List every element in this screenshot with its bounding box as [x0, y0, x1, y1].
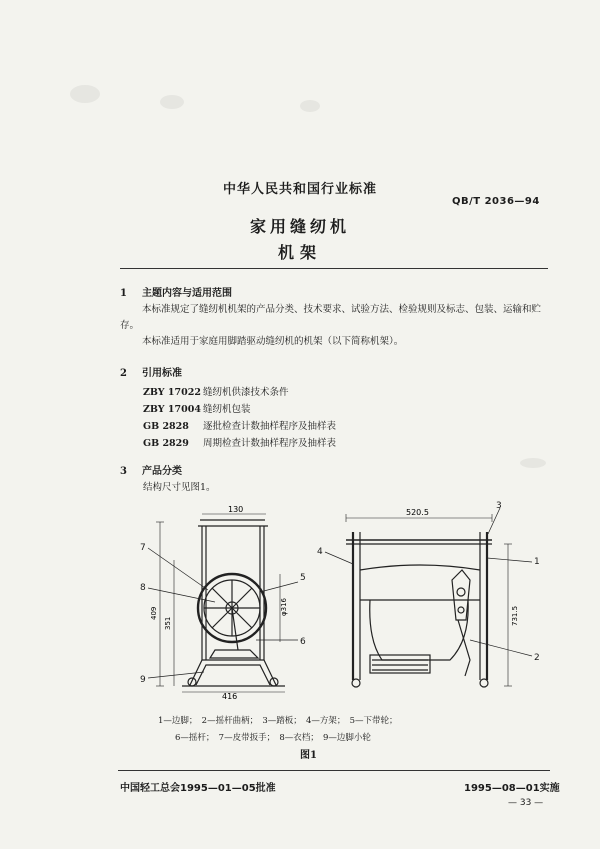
section-number: 2 — [120, 368, 127, 379]
section-2-heading — [120, 364, 182, 379]
front-callout-leaders — [325, 508, 532, 656]
header-rule — [120, 268, 548, 269]
dimension-bottom-width: 416 — [222, 692, 238, 700]
reference-item — [143, 401, 251, 415]
dimension-wheel-diameter: φ316 — [280, 598, 288, 616]
reference-title: 逐批检查计数抽样程序及抽样表 — [203, 421, 337, 432]
reference-title: 缝纫机供漆技术条件 — [203, 387, 289, 398]
callout-8: 8 — [140, 583, 146, 593]
reference-item — [143, 418, 336, 432]
section-3-paragraph-1: 结构尺寸见图1。 — [143, 482, 216, 493]
callout-5: 5 — [300, 573, 306, 583]
reference-code: ZBY 17022 — [143, 387, 201, 398]
footer-rule — [118, 770, 550, 771]
document-title: 家用缝纫机 — [249, 217, 350, 236]
approval-date: 中国轻工总会1995—01—05批准 — [120, 783, 276, 794]
callout-7: 7 — [140, 543, 146, 553]
scan-smudge — [160, 95, 184, 109]
callout-1: 1 — [534, 557, 540, 567]
document-subtitle: 机架 — [277, 243, 322, 262]
callout-6: 6 — [300, 637, 306, 647]
reference-code: GB 2828 — [143, 421, 189, 432]
dimension-side-height: 731.5 — [511, 605, 519, 626]
standard-code: QB/T 2036—94 — [452, 196, 540, 207]
section-title: 产品分类 — [142, 466, 182, 477]
reference-title: 缝纫机包装 — [203, 404, 251, 415]
figure-1-drawing — [120, 500, 560, 700]
callout-3: 3 — [496, 501, 502, 511]
pitman-rod — [232, 608, 238, 650]
dimension-side-width: 520.5 — [406, 508, 429, 517]
callout-9: 9 — [140, 675, 146, 685]
page-number: — 33 — — [508, 798, 544, 808]
effective-date: 1995—08—01实施 — [464, 783, 560, 794]
section-title: 引用标准 — [142, 368, 182, 379]
figure-label: 图1 — [300, 750, 317, 761]
dimension-top-width: 130 — [228, 505, 244, 514]
section-1-paragraph-2: 本标准适用于家庭用脚踏驱动缝纫机的机架（以下简称机架）。 — [142, 336, 404, 347]
dimension-height-inner: 351 — [164, 616, 172, 630]
standard-org-title: 中华人民共和国行业标准 — [222, 182, 377, 197]
front-view-frame — [346, 532, 492, 687]
section-number: 3 — [120, 466, 127, 477]
callout-2: 2 — [534, 653, 540, 663]
treadle — [210, 650, 258, 658]
figure-caption-row-1: 1—边脚； 2—摇杆曲柄； 3—踏板； 4—方架； 5—下带轮； — [158, 716, 398, 726]
reference-item — [143, 435, 336, 449]
section-1-paragraph-1: 本标准规定了缝纫机机架的产品分类、技术要求、试验方法、检验规则及标志、包装、运输和贮存。 — [120, 304, 542, 331]
section-3-heading — [120, 462, 182, 477]
figure-caption-row-2: 6—摇杆； 7—皮带扳手； 8—衣档； 9—边脚小轮 — [175, 733, 371, 743]
reference-code: GB 2829 — [143, 438, 189, 449]
section-number: 1 — [120, 288, 127, 299]
reference-title: 周期检查计数抽样程序及抽样表 — [203, 438, 337, 449]
scan-smudge — [70, 85, 100, 103]
section-title: 主题内容与适用范围 — [142, 288, 232, 299]
scan-smudge — [300, 100, 320, 112]
scan-smudge — [520, 458, 546, 468]
callout-4: 4 — [317, 547, 323, 557]
dimension-height-left: 409 — [150, 606, 158, 620]
reference-item — [143, 384, 289, 398]
reference-code: ZBY 17004 — [143, 404, 201, 415]
section-1-heading — [120, 284, 232, 299]
